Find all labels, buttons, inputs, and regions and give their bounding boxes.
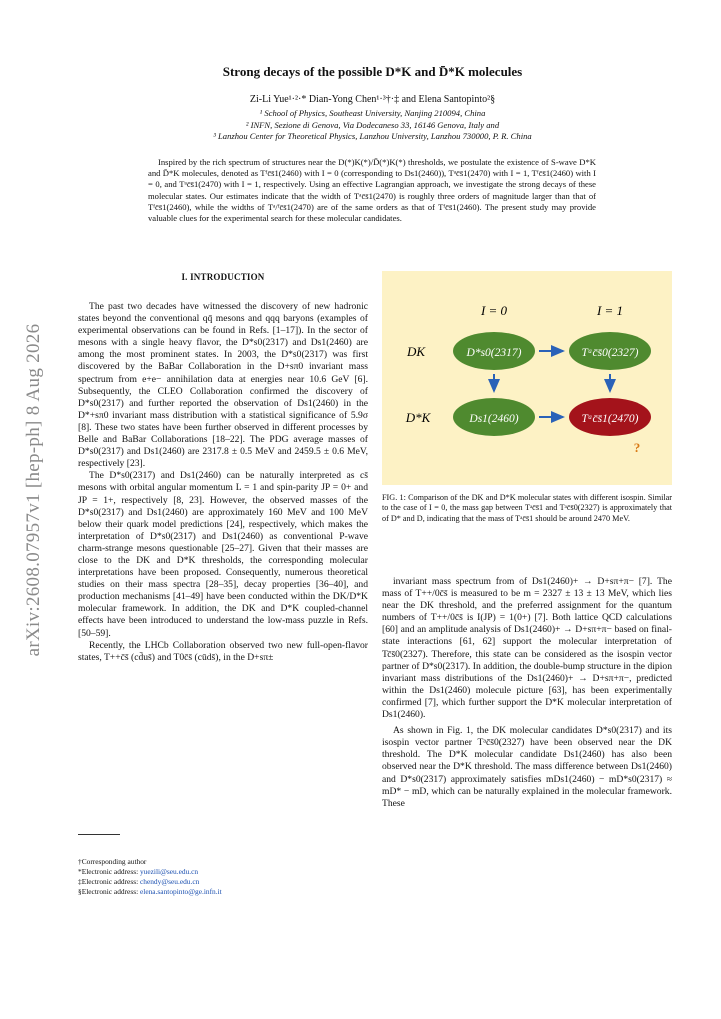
affiliation-2: ² INFN, Sezione di Genova, Via Dodecaneso 33, 16146 Genova, Italy and	[245, 119, 500, 130]
footnote-email-3: §Electronic address: elena.santopinto@ge.infn.it	[78, 887, 222, 896]
paragraph: Recently, the LHCb Collaboration observed two new full-open-flavor states, T++c̄s̄ (cd̄us̄) and T0c̄s̄ (cūds̄), in the D+sπ±	[78, 639, 368, 663]
figure-background	[382, 271, 672, 485]
abstract: Inspired by the rich spectrum of structures near the D(*)K(*)/D̄(*)K(*) thresholds, we postulate the existence of S-wave D*K and D̄*K molecules, denoted as Tᶠc̄s̄1(2460) with I = 0 (corresponding to Ds1(2460)), Tᵃc̄s̄1(2470) with I = 1, Tᶠc̄s̄1(2460) with I = 0, and Tᵃc̄s̄1(2470) with I = 1, respectively. Using an effective Lagrangian approach, we investigate the strong decays of these molecular states. Our estimates indicate that the width of Tᵃc̄s̄1(2470) is roughly three orders of magnitude larger than that of Tᶠc̄s̄1(2460), while the widths of Tᵃ/ᶠc̄s̄1(2470) are of the same orders as that of Tᶠc̄s̄1(2460). The present study may provide valuable clues for the experimental search for these molecular candidates.	[148, 157, 596, 224]
molecular-states-diagram	[382, 271, 672, 485]
right-column	[382, 576, 672, 810]
footnote-rule	[78, 834, 120, 835]
node-ds0-label: D*s0(2317)	[466, 347, 522, 359]
paragraph: invariant mass spectrum from of Ds1(2460)+ → D+sπ+π− [7]. The mass of T++/0c̄s̄ is measured to be m = 2327 ± 13 ± 13 MeV, which lies near the DK threshold, and the preferred assignment for the quantum numbers of T++/0c̄s̄ is I(JP) = 1(0+) [7]. Both lattice QCD calculations [60] and an amplitude analysis of Ds1(2460)+ → D+sπ+π− based on final-state interactions [61, 62] support the molecular interpretation of Tc̄s̄0(2327). Therefore, this state can be considered as the isospin vector partner of D*s0(2317). In addition, the double-bump structure in the dipion invariant mass distributions of the Ds1(2460)+ → D+sπ+π−, predicted within the Ds1(2460) molecule picture [63], has been experimentally confirmed [7], which further support the D*K molecular interpretation of Ds1(2460).	[382, 576, 672, 721]
arxiv-stamp	[14, 260, 54, 720]
author-list: Zi-Li Yue¹·²·* Dian-Yong Chen¹·³†·‡ and Elena Santopinto²§	[249, 94, 496, 105]
question-mark: ?	[633, 440, 641, 455]
node-tcs1-label: Tᵃc̄s̄1(2470)	[581, 413, 639, 425]
affiliation-3: ³ Lanzhou Center for Theoretical Physics, Lanzhou University, Lanzhou 730000, P. R. China	[213, 131, 532, 141]
row-label-dstark: D*K	[405, 410, 431, 425]
footnote-email-1: *Electronic address: yuezili@seu.edu.cn	[78, 867, 199, 876]
arxiv-stamp-text: arXiv:2608.07957v1 [hep-ph] 8 Aug 2026	[23, 323, 44, 657]
figure-caption: FIG. 1: Comparison of the DK and D*K molecular states with different isospin. Similar to the case of I = 0, the mass gap between Tᵃc̄s̄1 and Tᵃc̄s̄0(2327) is approximately that of D* and D, indicating that the mass of Tᵃc̄s̄1 should be around 2470 MeV.	[382, 493, 672, 523]
paragraph: The past two decades have witnessed the discovery of new hadronic states beyond the conventional qq̄ mesons and qqq baryons (examples of experimental observations can be found in Refs. [1–17]). In the sector of mesons with a single heavy flavor, the D*s0(2317) and Ds1(2460) are among the most prominent states. In 2003, the D*s0(2317) was first discovered by the BaBar Collaboration in the D+sπ0 invariant mass spectrum from e+e− annihilation data at energies near 10.6 GeV [6]. Subsequently, the CLEO Collaboration confirmed the discovery of D*s0(2317) and further reported the observation of Ds1(2460) in the D*+sπ0 invariant mass distribution with a statistical significance of 5.9σ [8]. These two states have been further observed in different processes by Belle and BaBar Collaborations [18–22]. The PDG average masses of D*s0(2317) and Ds1(2460) are 2317.8 ± 0.5 MeV and 2459.5 ± 0.6 MeV, respectively [23].	[78, 301, 368, 470]
affiliation-1: ¹ School of Physics, Southeast University, Nanjing 210094, China	[259, 108, 486, 118]
column-label-i0: I = 0	[480, 303, 508, 318]
paper-title: Strong decays of the possible D*K and D̄*K molecules	[222, 64, 523, 79]
paragraph: The D*s0(2317) and Ds1(2460) can be naturally interpreted as cs̄ mesons with orbital angular momentum L = 1 and spin-parity JP = 0+ and JP = 1+, respectively [8, 23]. However, the observed masses of the D*s0(2317) and Ds1(2460) are approximately 160 MeV and 100 MeV below their quark model predictions [24], respectively, which makes the interpretation of D*s0(2317) and Ds1(2460) as conventional P-wave charm-strange mesons questionable [25–27]. Given that their masses are close to the DK and D*K thresholds, the corresponding molecular interpretations have been proposed. Consequently, numerous theoretical studies on their mass spectra [28–35], decay properties [36–40], and production mechanisms [41–49] have been conducted within the DK/D*K molecular framework. In addition, the DK and D*K coupled-channel effects have been introduced to understand the low-mass puzzle in Refs. [50–59].	[78, 470, 368, 639]
column-label-i1: I = 1	[596, 303, 624, 318]
email-link[interactable]: elena.santopinto@ge.infn.it	[139, 887, 222, 896]
footnotes	[78, 857, 378, 897]
figure-1	[382, 271, 672, 485]
paragraph: As shown in Fig. 1, the DK molecular candidates D*s0(2317) and its isospin vector partner Tᵃc̄s̄0(2327) have been observed near the DK threshold. The D*K molecular candidate Ds1(2460) has also been observed near the D*K threshold. The mass difference between Ds1(2460) and D*s0(2317) approximately satisfies mDs1(2460) − mD*s0(2317) ≈ mD* − mD, which can be naturally explained in the molecular framework. These	[382, 725, 672, 809]
left-column	[78, 301, 368, 664]
affiliations	[100, 108, 645, 143]
node-tcs0-label: Tᵃc̄s̄0(2327)	[581, 347, 639, 359]
email-link[interactable]: chendy@seu.edu.cn	[139, 877, 200, 886]
section-heading: I. INTRODUCTION	[181, 272, 265, 282]
node-ds1-label: Ds1(2460)	[469, 413, 519, 425]
footnote-email-2: ‡Electronic address: chendy@seu.edu.cn	[78, 877, 200, 886]
footnote-corresponding: †Corresponding author	[78, 857, 147, 866]
email-link[interactable]: yuezili@seu.edu.cn	[139, 867, 199, 876]
row-label-dk: DK	[406, 344, 426, 359]
